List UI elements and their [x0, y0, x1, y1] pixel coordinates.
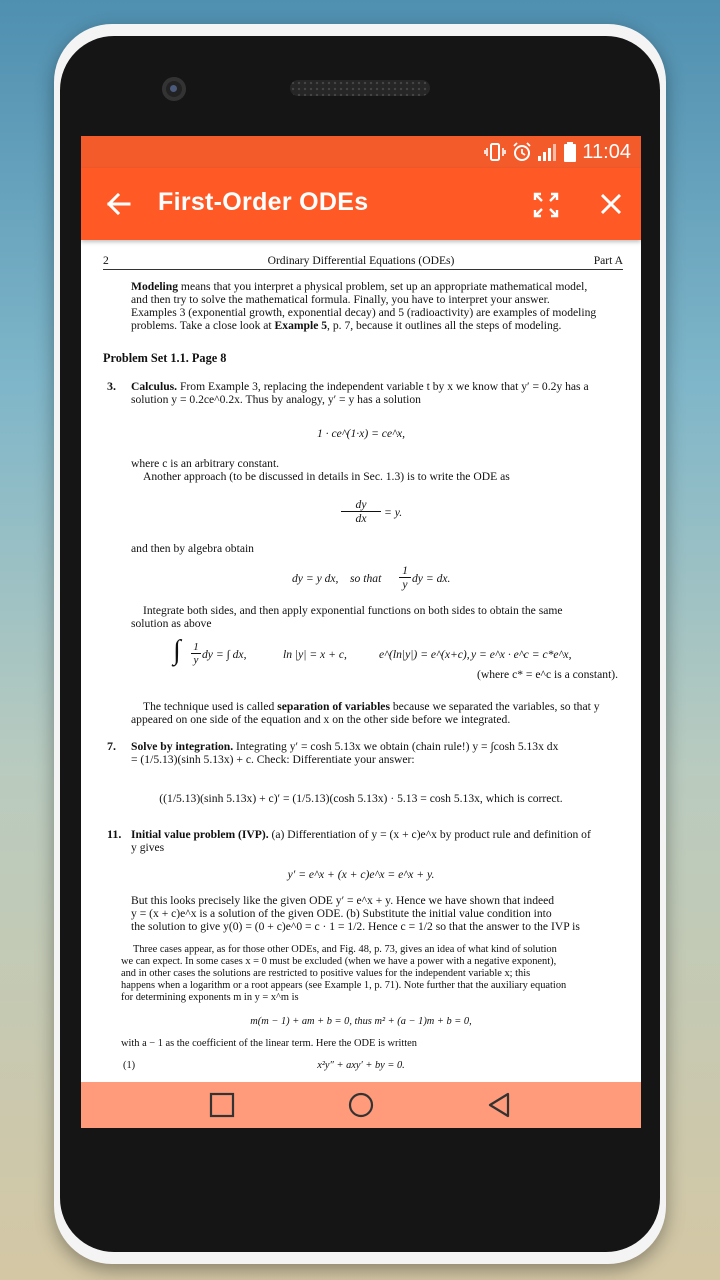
equation-4e: (where c* = e^c is a constant). — [477, 668, 619, 681]
home-button[interactable] — [346, 1090, 376, 1120]
page-title: First-Order ODEs — [158, 188, 369, 216]
arrow-back-icon — [101, 186, 137, 222]
vibrate-icon — [484, 143, 506, 161]
problem-3-technique: The technique used is called separation of variables because we separated the variables, so that y appeared on one side of the equation and x on the other side before we integrated. — [131, 700, 600, 726]
part-label: Part A — [593, 254, 623, 267]
back-button[interactable] — [101, 186, 137, 222]
equation-3: dy = y dx, so that — [292, 572, 382, 585]
equation-4b: ln |y| = x + c, — [283, 648, 347, 661]
front-camera — [162, 77, 186, 101]
equation-8: x²y″ + axy′ + by = 0. — [317, 1060, 405, 1071]
battery-icon — [564, 142, 576, 162]
circle-icon — [346, 1090, 376, 1120]
problem-7-number: 7. — [107, 739, 116, 753]
fullscreen-icon — [531, 190, 561, 220]
problem-11-text: But this looks precisely like the given ODE y′ = e^x + y. Hence we have shown that indeed y = (x + c)e^x is a solution of the given ODE. (b) Substitute the initial value condition into the solution to give y(0) = (0 + c)e^0 = c · 1 = 1/2. Hence c = 1/2 so that the answer to the IVP is — [131, 894, 580, 933]
app-bar — [81, 168, 641, 240]
running-title: Ordinary Differential Equations (ODEs) — [267, 254, 455, 267]
equation-8-label: (1) — [123, 1060, 136, 1071]
equation-5: ((1/5.13)(sinh 5.13x) + c)′ = (1/5.13)(cosh 5.13x) · 5.13 = cosh 5.13x, which is correct. — [159, 792, 563, 805]
problem-11-number: 11. — [107, 827, 122, 841]
close-button[interactable] — [595, 188, 627, 220]
equation-6: y′ = e^x + (x + c)e^x = e^x + y. — [287, 868, 435, 881]
problem-7-text: Solve by integration. Integrating y′ = cosh 5.13x we obtain (chain rule!) y = ∫cosh 5.13x dx = (1/5.13)(sinh 5.13x) + c. Check: Differentiate your answer: — [131, 740, 559, 766]
equation-2-fraction: dy dx — [341, 498, 381, 525]
problem-3-number: 3. — [107, 379, 116, 393]
equation-3-fraction: 1 y — [399, 564, 411, 591]
overlay-page-text: Three cases appear, as for those other ODEs, and Fig. 48, p. 73, gives an idea of what kind of solution we can expect. In some cases x = 0 must be excluded (when we have a power with a negative exponent), and in other cases the solutions are restricted to positive values for the independent variable x; this happens when a logarithm or a root appears (see Example 1, p. 71). Note further that the auxiliary equation for determining exponents m in y = x^m is — [121, 944, 567, 1003]
modeling-paragraph: Modeling means that you interpret a physical problem, set up an appropriate mathematical model, and then try to solve the mathematical formula. Finally, you have to interpret your answer. Examples 3 (exponential growth, exponential decay) and 5 (radioactivity) are examples of modeling problems. Take a close look at Example 5, p. 7, because it outlines all the steps of modeling. — [131, 280, 597, 332]
square-icon — [207, 1090, 237, 1120]
problem-11-intro: Initial value problem (IVP). (a) Differentiation of y = (x + c)e^x by product rule and definition of y gives — [131, 828, 591, 854]
status-bar — [81, 136, 641, 168]
equation-2-rhs: = y. — [384, 506, 403, 519]
problem-3-text: where c is an arbitrary constant. Another approach (to be discussed in details in Sec. 1.3) is to write the ODE as — [131, 457, 510, 483]
integral-sign: ∫ — [173, 635, 181, 666]
equation-4-fraction: 1 y — [191, 641, 201, 666]
fullscreen-button[interactable] — [531, 190, 561, 220]
triangle-back-icon — [484, 1090, 514, 1120]
status-time: 11:04 — [582, 140, 631, 163]
problem-3-integrate: Integrate both sides, and then apply exponential functions on both sides to obtain the same solution as above — [131, 604, 563, 630]
equation-7: m(m − 1) + am + b = 0, thus m² + (a − 1)m + b = 0, — [250, 1016, 472, 1027]
alarm-icon — [512, 142, 532, 162]
equation-3-rest: dy = dx. — [412, 572, 451, 585]
equation-1: 1 · ce^(1·x) = ce^x, — [316, 427, 406, 440]
equation-4d: y = e^x · e^c = c*e^x, — [471, 648, 572, 661]
recents-button[interactable] — [207, 1090, 237, 1120]
page-number: 2 — [103, 254, 109, 267]
problem-3-algebra: and then by algebra obtain — [131, 542, 254, 555]
nav-back-button[interactable] — [484, 1090, 514, 1120]
header-rule — [103, 269, 623, 270]
equation-4c: e^(ln|y|) = e^(x+c), — [379, 648, 470, 661]
problem-3-intro: Calculus. From Example 3, replacing the independent variable t by x we know that y′ = 0.2y has a solution y = 0.2ce^0.2x. Thus by analogy, y′ = y has a solution — [131, 380, 589, 406]
overlay-page-text-2: with a − 1 as the coefficient of the linear term. Here the ODE is written — [121, 1038, 417, 1049]
signal-icon — [538, 143, 558, 161]
equation-4a: dy = ∫ dx, — [202, 648, 247, 661]
earpiece-speaker — [290, 80, 430, 96]
document-page[interactable] — [81, 240, 641, 1082]
close-icon — [595, 188, 627, 220]
problem-set-heading: Problem Set 1.1. Page 8 — [103, 351, 227, 365]
screen — [81, 136, 641, 1128]
navigation-bar — [81, 1082, 641, 1128]
